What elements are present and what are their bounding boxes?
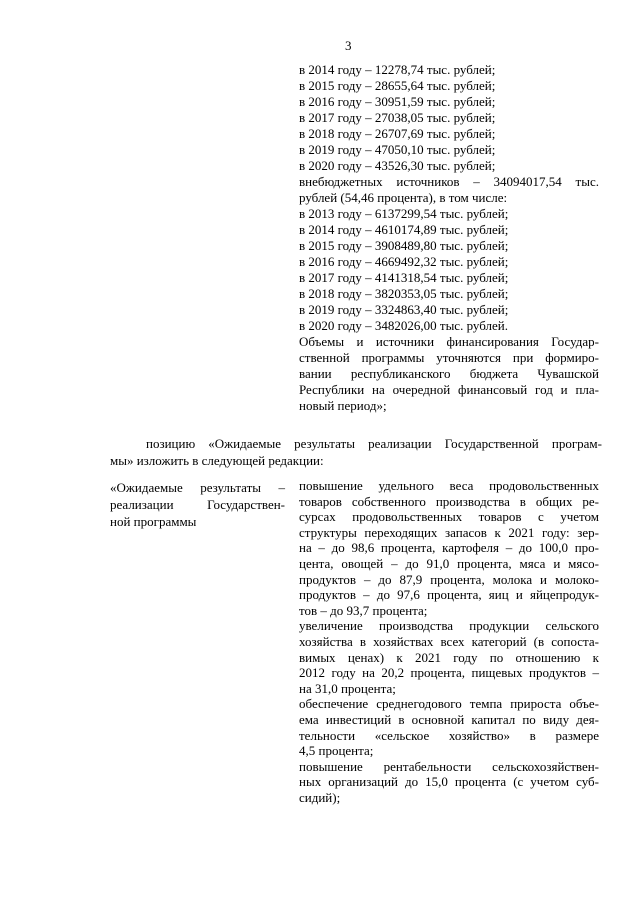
budget-year-line: в 2015 году – 28655,64 тыс. рублей; [299, 78, 496, 93]
results-label [110, 479, 285, 530]
extra-budget-year-line: в 2014 году – 4610174,89 тыс. рублей; [299, 222, 509, 237]
results-line: 4,5 процента; [299, 743, 374, 759]
extra-budget-year-line: в 2018 году – 3820353,05 тыс. рублей; [299, 286, 509, 301]
results-line: вимых ценах) к 2021 году по отношению к [299, 649, 599, 665]
budget-year-line: в 2017 году – 27038,05 тыс. рублей; [299, 110, 496, 125]
extra-budget-year-line: в 2020 году – 3482026,00 тыс. рублей. [299, 318, 508, 333]
results-line: ема инвестиций в основной капитал по виду дея- [299, 711, 599, 727]
note-line: Объемы и источники финансирования Государ- [299, 334, 599, 349]
results-line: хозяйства в хозяйствах всех категорий (в сопоста- [299, 633, 599, 649]
results-line: тов – до 93,7 процента; [299, 602, 428, 618]
results-line: продуктов – до 87,9 процента, молока и молоко- [299, 571, 599, 587]
results-line: тельности «сельское хозяйство» в размере [299, 727, 599, 743]
note-line: Республики на очередной финансовый год и пла- [299, 382, 599, 397]
extra-budget-sources-share: рублей (54,46 процента), в том числе: [299, 190, 508, 205]
results-line: 2012 году на 20,2 процента, пищевых продуктов – [299, 665, 599, 681]
extra-budget-year-line: в 2017 году – 4141318,54 тыс. рублей; [299, 270, 509, 285]
results-label-line: реализации Государствен- [110, 497, 285, 512]
extra-budget-year-line: в 2019 году – 3324863,40 тыс. рублей; [299, 302, 509, 317]
budget-year-line: в 2019 году – 47050,10 тыс. рублей; [299, 142, 496, 157]
budget-year-line: в 2020 году – 43526,30 тыс. рублей; [299, 158, 496, 173]
expected-results-text [299, 478, 599, 805]
note-line: вании республиканского бюджета Чувашской [299, 366, 599, 381]
budget-block [299, 62, 599, 414]
page-number: 3 [345, 38, 352, 53]
results-label-line: «Ожидаемые результаты – [110, 480, 285, 495]
results-line: цента, овощей – до 91,0 процента, мяса и мясо- [299, 555, 599, 571]
results-line: продуктов – до 97,6 процента, яиц и яйцепродук- [299, 587, 599, 603]
extra-budget-year-line: в 2015 году – 3908489,80 тыс. рублей; [299, 238, 509, 253]
extra-budget-sources-line: внебюджетных источников – 34094017,54 тыс. [299, 174, 599, 189]
results-line: структуры переходящих запасов к 2021 году: зер- [299, 524, 599, 540]
instruction-paragraph [110, 435, 602, 469]
results-line: сидий); [299, 789, 341, 805]
extra-budget-year-line: в 2013 году – 6137299,54 тыс. рублей; [299, 206, 509, 221]
results-line: увеличение производства продукции сельского [299, 618, 599, 634]
results-label-line: ной программы [110, 514, 197, 529]
extra-budget-year-line: в 2016 году – 4669492,32 тыс. рублей; [299, 254, 509, 269]
results-line: товаров собственного производства в общих ре- [299, 493, 599, 509]
note-line: новый период»; [299, 398, 387, 413]
results-line: обеспечение среднегодового темпа прироста объе- [299, 696, 599, 712]
results-line: на – до 98,6 процента, картофеля – до 100,0 про- [299, 540, 599, 556]
budget-year-line: в 2016 году – 30951,59 тыс. рублей; [299, 94, 496, 109]
budget-year-line: в 2018 году – 26707,69 тыс. рублей; [299, 126, 496, 141]
instruction-line: позицию «Ожидаемые результаты реализации Государственной програм- [146, 436, 602, 451]
results-line: повышение рентабельности сельскохозяйствен- [299, 758, 599, 774]
instruction-line: мы» изложить в следующей редакции: [110, 453, 324, 468]
results-line: на 31,0 процента; [299, 680, 396, 696]
results-line: повышение удельного веса продовольственных [299, 478, 599, 493]
results-line: сурсах продовольственных товаров с учетом [299, 509, 599, 525]
results-line: ных организаций до 15,0 процента (с учетом суб- [299, 774, 599, 790]
budget-year-line: в 2014 году – 12278,74 тыс. рублей; [299, 62, 496, 77]
note-line: ственной программы уточняются при формиро- [299, 350, 599, 365]
